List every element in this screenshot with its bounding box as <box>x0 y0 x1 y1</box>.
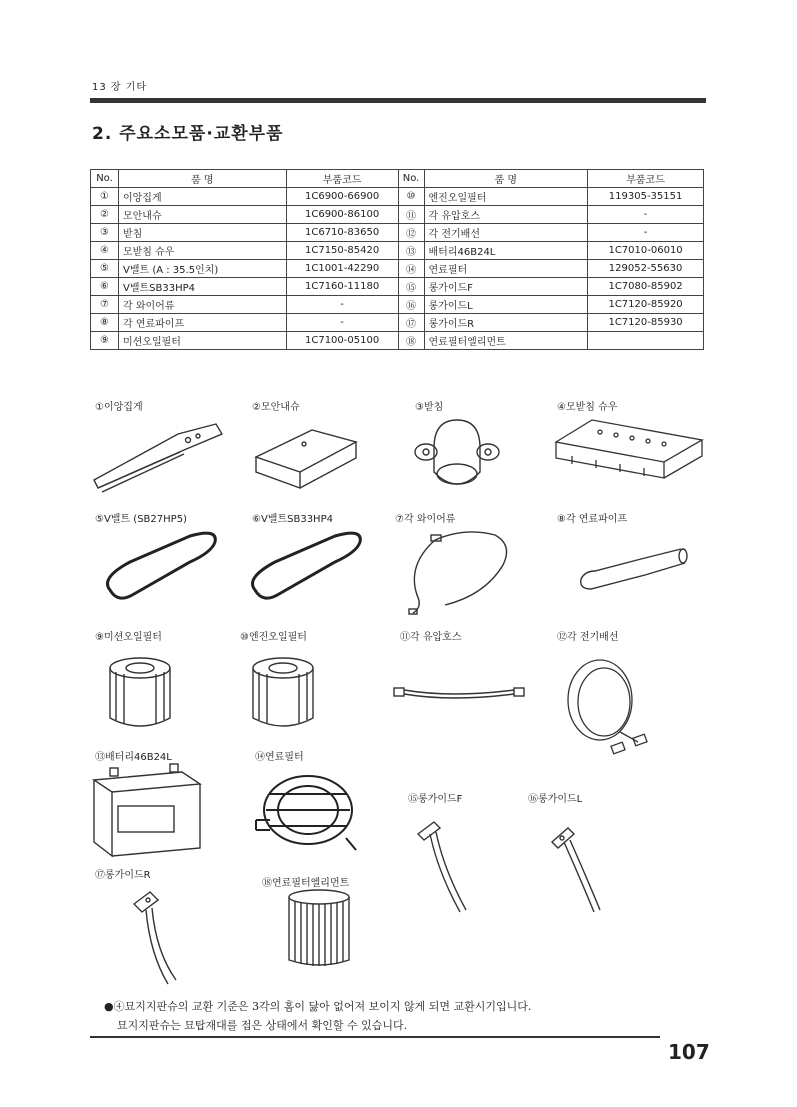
cell-no: ⑭ <box>398 260 424 278</box>
cell-no: ⑤ <box>91 260 119 278</box>
cell-part-name: 받침 <box>118 224 286 242</box>
table-body <box>91 188 704 350</box>
cell-part-name: V밸트 (A : 35.5인치) <box>118 260 286 278</box>
parts-table <box>90 169 704 350</box>
cell-part-name: 배터리46B24L <box>424 242 588 260</box>
cell-no: ④ <box>91 242 119 260</box>
cell-part-code: 1C6710-83650 <box>286 224 398 242</box>
cell-part-code: 1C7120-85920 <box>588 296 704 314</box>
transmission-oil-filter-illustration <box>100 652 180 737</box>
cell-part-name: 모받침 슈우 <box>118 242 286 260</box>
long-guide-r-illustration <box>110 884 200 994</box>
cell-no: ③ <box>91 224 119 242</box>
electric-wiring-illustration <box>560 652 655 757</box>
cell-part-code: 1C6900-66900 <box>286 188 398 206</box>
cell-no: ⑯ <box>398 296 424 314</box>
cell-part-name: 연료필터엘리먼트 <box>424 332 588 350</box>
table-row <box>91 242 704 260</box>
caption-5: ⑤V밸트 (SB27HP5) <box>95 514 187 525</box>
section-title: 2. 주요소모품·교환부품 <box>92 124 284 144</box>
col-header-name: 품 명 <box>424 170 588 188</box>
note-line-2: 묘지지판슈는 묘탑재대를 접은 상태에서 확인할 수 있습니다. <box>117 1019 408 1032</box>
table-row <box>91 332 704 350</box>
table-row <box>91 314 704 332</box>
caption-17: ⑰롱가이드R <box>95 870 151 881</box>
header-rule <box>90 98 706 103</box>
col-header-no: No. <box>91 170 119 188</box>
cell-part-name: 각 와이어류 <box>118 296 286 314</box>
cell-part-code: 1C7100-05100 <box>286 332 398 350</box>
table-row <box>91 278 704 296</box>
cell-no: ⑩ <box>398 188 424 206</box>
battery-illustration <box>90 762 205 860</box>
caption-8: ⑧각 연료파이프 <box>557 514 628 525</box>
cell-part-code: 1C7160-11180 <box>286 278 398 296</box>
cell-part-name: 모안내슈 <box>118 206 286 224</box>
cell-part-name: 롱가이드R <box>424 314 588 332</box>
cell-part-code: - <box>588 206 704 224</box>
cell-part-code: - <box>588 224 704 242</box>
transplant-tongs-illustration <box>88 412 228 497</box>
col-header-code: 부품코드 <box>588 170 704 188</box>
caption-16: ⑯롱가이드L <box>528 794 583 805</box>
caption-18: ⑱연료필터엘리먼트 <box>262 878 350 889</box>
cell-no: ⑮ <box>398 278 424 296</box>
caption-3: ③받침 <box>415 402 444 413</box>
cell-part-code: 129052-55630 <box>588 260 704 278</box>
caption-9: ⑨미션오일필터 <box>95 632 162 643</box>
caption-10: ⑩엔진오일필터 <box>240 632 307 643</box>
cell-part-name: 각 전기배선 <box>424 224 588 242</box>
caption-11: ⑪각 유압호스 <box>400 632 462 643</box>
table-row <box>91 296 704 314</box>
table-row <box>91 260 704 278</box>
cell-part-name: V밸트SB33HP4 <box>118 278 286 296</box>
seedling-support-shoe-illustration <box>552 412 712 487</box>
caption-13: ⑬배터리46B24L <box>95 752 172 763</box>
cell-no: ② <box>91 206 119 224</box>
hydraulic-hose-illustration <box>392 676 527 706</box>
cell-no: ⑱ <box>398 332 424 350</box>
cell-no: ① <box>91 188 119 206</box>
table-row <box>91 224 704 242</box>
v-belt-illustration <box>100 528 225 608</box>
support-illustration <box>412 412 502 497</box>
fuel-filter-element-illustration <box>282 888 357 970</box>
page-number: 107 <box>668 1040 710 1064</box>
cell-part-code: 1C6900-86100 <box>286 206 398 224</box>
col-header-no: No. <box>398 170 424 188</box>
cell-part-name: 이앙집게 <box>118 188 286 206</box>
cell-part-code: 1C7120-85930 <box>588 314 704 332</box>
cell-no: ⑥ <box>91 278 119 296</box>
cell-part-name: 미션오일필터 <box>118 332 286 350</box>
caption-12: ⑫각 전기배선 <box>557 632 619 643</box>
cell-no: ⑨ <box>91 332 119 350</box>
long-guide-l-illustration <box>540 812 610 922</box>
cell-part-code: 1C1001-42290 <box>286 260 398 278</box>
cell-part-code <box>588 332 704 350</box>
cell-no: ⑰ <box>398 314 424 332</box>
cell-part-name: 각 유압호스 <box>424 206 588 224</box>
cell-part-code: 1C7150-85420 <box>286 242 398 260</box>
col-header-code: 부품코드 <box>286 170 398 188</box>
cell-part-code: 1C7080-85902 <box>588 278 704 296</box>
caption-2: ②모안내슈 <box>252 402 300 413</box>
cell-part-code: - <box>286 296 398 314</box>
cell-part-name: 롱가이드F <box>424 278 588 296</box>
long-guide-f-illustration <box>408 812 478 922</box>
footer-rule <box>90 1036 660 1038</box>
cell-part-name: 연료필터 <box>424 260 588 278</box>
engine-oil-filter-illustration <box>243 652 323 737</box>
col-header-name: 품 명 <box>118 170 286 188</box>
cell-part-name: 엔진오일필터 <box>424 188 588 206</box>
wire-illustration <box>405 525 515 620</box>
cell-no: ⑪ <box>398 206 424 224</box>
table-header-row <box>91 170 704 188</box>
fuel-filter-illustration <box>250 768 365 858</box>
cell-part-name: 롱가이드L <box>424 296 588 314</box>
cell-no: ⑧ <box>91 314 119 332</box>
caption-15: ⑮롱가이드F <box>408 794 463 805</box>
note-line-1: ●④묘지지판슈의 교환 기준은 3각의 홈이 닳아 없어져 보이지 않게 되면 교환시기입니다. <box>104 1000 532 1013</box>
fuel-pipe-illustration <box>575 545 695 600</box>
cell-part-code: 1C7010-06010 <box>588 242 704 260</box>
caption-1: ①이앙집게 <box>95 402 143 413</box>
caption-4: ④모받침 슈우 <box>557 402 618 413</box>
caption-14: ⑭연료필터 <box>255 752 304 763</box>
table-row <box>91 206 704 224</box>
seedling-guide-shoe-illustration <box>252 412 362 492</box>
cell-part-code: - <box>286 314 398 332</box>
cell-no: ⑫ <box>398 224 424 242</box>
v-belt-sb33hp4-illustration <box>245 528 370 608</box>
cell-part-name: 각 연료파이프 <box>118 314 286 332</box>
cell-part-code: 119305-35151 <box>588 188 704 206</box>
cell-no: ⑦ <box>91 296 119 314</box>
table-row <box>91 188 704 206</box>
caption-7: ⑦각 와이어류 <box>395 514 456 525</box>
cell-no: ⑬ <box>398 242 424 260</box>
chapter-header: 13 장 기타 <box>92 82 148 93</box>
caption-6: ⑥V밸트SB33HP4 <box>252 514 333 525</box>
